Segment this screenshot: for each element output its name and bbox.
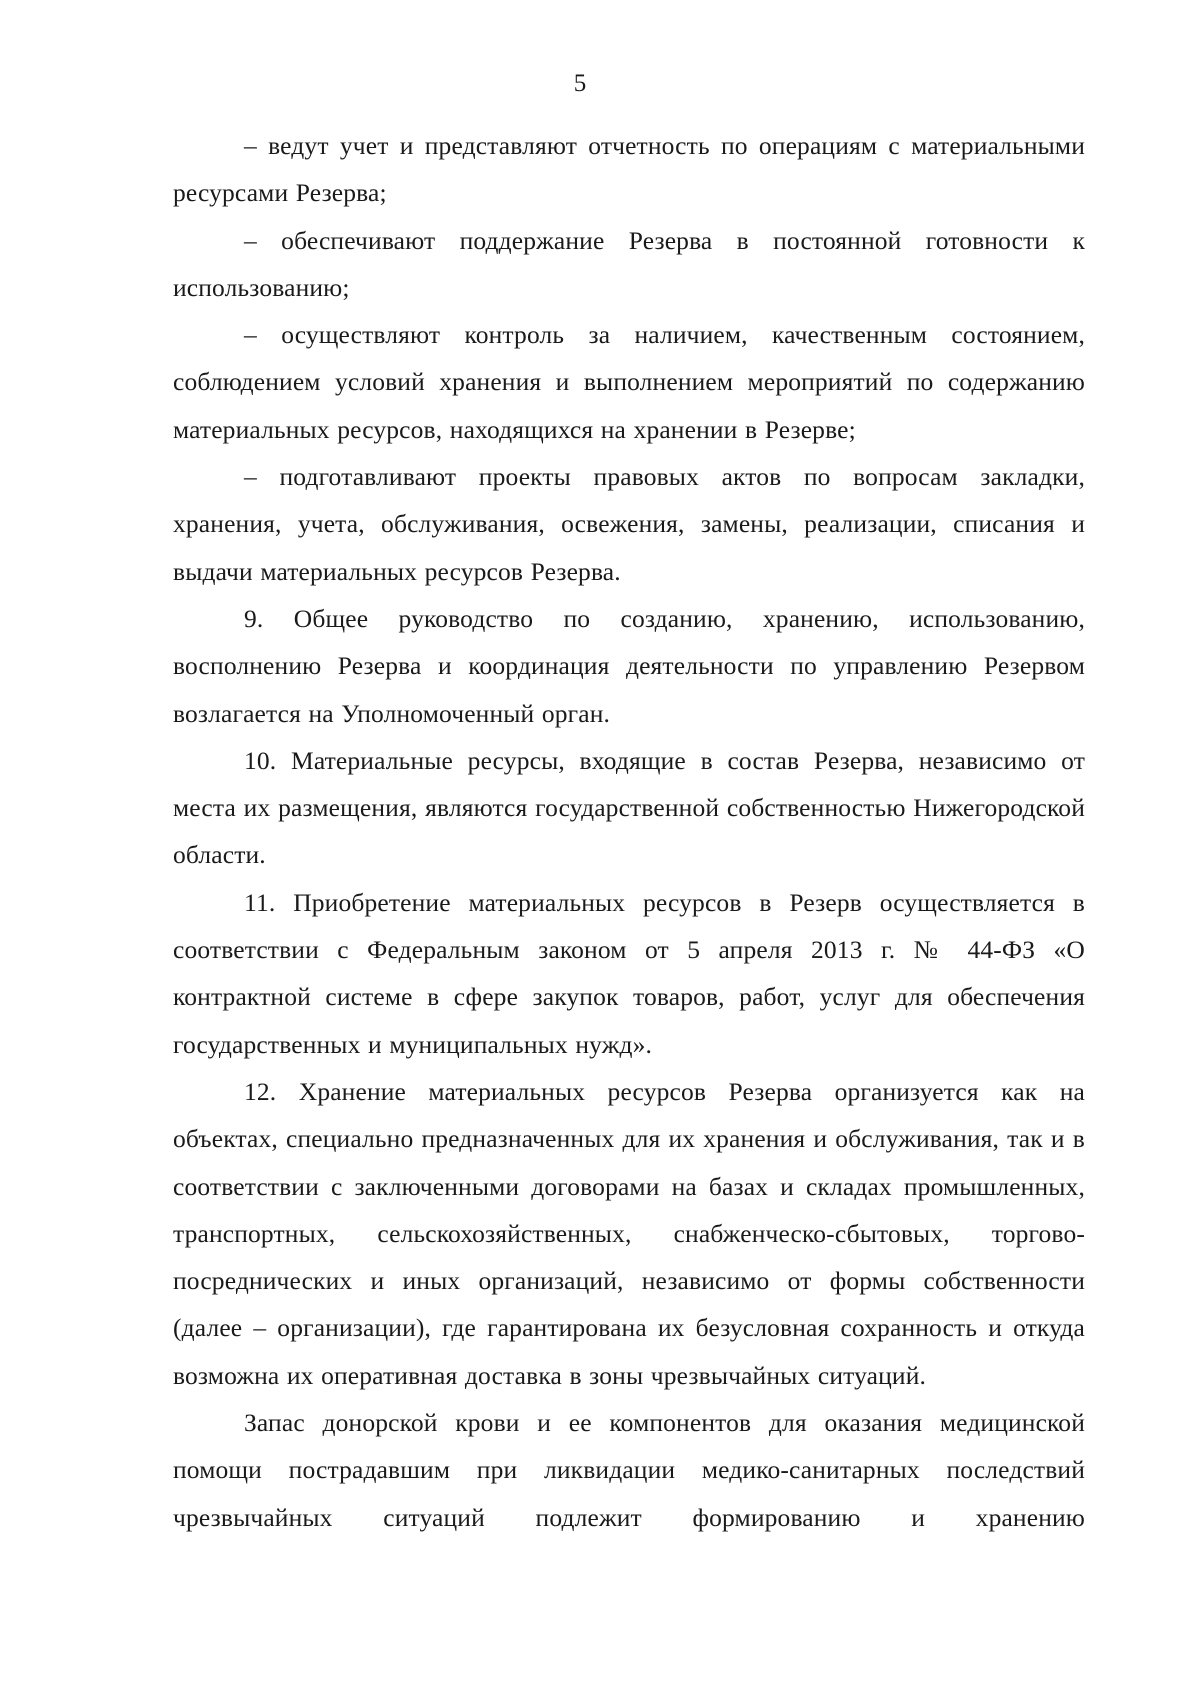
page-number: 5 (573, 70, 587, 97)
paragraph-dash-records: – ведут учет и представляют отчетность по операциям с материальными ресурсами Резерва; (173, 131, 1085, 208)
paragraph-dash-legal-acts: – подготавливают проекты правовых актов по вопросам закладки, хранения, учета, обслуживания, освежения, замены, реализации, списания и выдачи материальных ресурсов Резерва. (173, 462, 1085, 586)
document-body (173, 122, 1085, 1541)
paragraph-item-12: 12. Хранение материальных ресурсов Резерва организуется как на объектах, специально предназначенных для их хранения и обслуживания, так и в соответствии с заключенными договорами на базах и складах промышленных, транспортных, сельскохозяйственных, снабженческо-сбытовых, торгово-посреднических и иных организаций, независимо от формы собственности (далее – организации), где гарантирована их безусловная сохранность и откуда возможна их оперативная доставка в зоны чрезвычайных ситуаций. (173, 1076, 1085, 1390)
paragraph-item-11: 11. Приобретение материальных ресурсов в Резерв осуществляется в соответствии с Федеральным законом от 5 апреля 2013 г. № 44-ФЗ «О контрактной системе в сфере закупок товаров, работ, услуг для обеспечения государственных и муниципальных нужд». (173, 887, 1085, 1059)
paragraph-dash-control: – осуществляют контроль за наличием, качественным состоянием, соблюдением условий хранения и выполнением мероприятий по содержанию материальных ресурсов, находящихся на хранении в Резерве; (173, 320, 1085, 444)
paragraph-blood-reserve: Запас донорской крови и ее компонентов для оказания медицинской помощи пострадавшим при ликвидации медико-санитарных последствий чрезвычайных ситуаций подлежит формированию и хранению (173, 1408, 1085, 1532)
paragraph-item-10: 10. Материальные ресурсы, входящие в состав Резерва, независимо от места их размещения, являются государственной собственностью Нижегородской области. (173, 745, 1085, 870)
paragraph-dash-readiness: – обеспечивают поддержание Резерва в постоянной готовности к использованию; (173, 225, 1085, 302)
paragraph-item-9: 9. Общее руководство по созданию, хранению, использованию, восполнению Резерва и координация деятельности по управлению Резервом возлагается на Уполномоченный орган. (173, 603, 1085, 728)
